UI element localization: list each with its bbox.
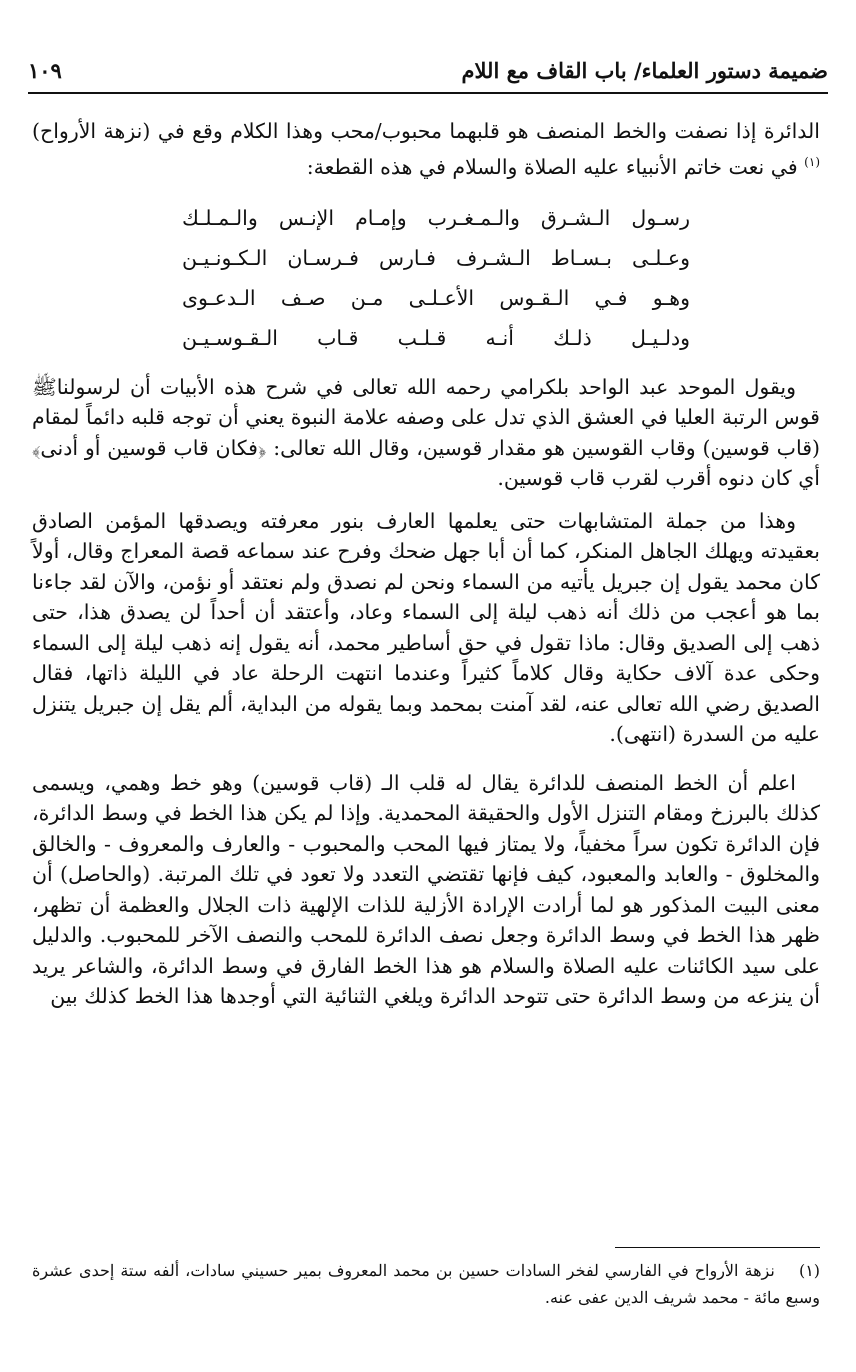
poem-line-3: وهـو فـي الـقـوس الأعـلـى مـن صـف الـدعـوى [182,285,690,310]
paragraph-2: ويقول الموحد عبد الواحد بلكرامي رحمه الله تعالى في شرح هذه الأبيات أن لرسولناﷺ قوس الرتبة العليا في العشق الذي تدل على وصفه علامة النبوة يعني أن توجه قلبه دائماً لمقام (قاب قوسين) وقاب القوسين هو مقدار قوسين، وقال الله تعالى: ﴿فكان قاب قوسين أو أدنى﴾ أي كان دنوه أقرب لقرب قاب قوسين. [32,374,820,491]
poem-line-1: رسـول الـشـرق والـمـغـرب وإمـام الإنـس والـمـلـك [182,205,690,230]
page-number: ١٠٩ [28,58,62,83]
running-header [28,58,828,94]
footnote-text: نزهة الأرواح في الفارسي لفخر السادات حسين بن محمد المعروف بمير حسيني سادات، ألفه ستة إحدى عشرة وسبع مائة - محمد شريف الدين عفى عنه. [32,1261,820,1307]
poem-line-4: ودلـيـل ذلـك أنـه قـلـب قـاب الـقـوسـيـن [182,325,690,350]
footnote-divider [615,1247,820,1248]
footnote-reference: (١) [804,154,820,169]
paragraph-1-text-a: الدائرة إذا نصفت والخط المنصف هو قلبهما محبوب/محب وهذا الكلام وقع في (نزهة الأرواح) [32,119,820,143]
footnote [32,1257,820,1311]
paragraph-1-text-b: في نعت خاتم الأنبياء عليه الصلاة والسلام في هذه القطعة: [306,154,805,179]
paragraph-3: وهذا من جملة المتشابهات حتى يعلمها العارف بنور معرفته ويصدقها المؤمن الصادق بعقيدته ويهلك الجاهل المنكر، كما أن أبا جهل ضحك وفرح عند سماعه قصة المعراج وقال، أولاً كان محمد يقول إن جبريل يأتيه من السماء ونحن لم نصدق ولم نعتقد أو نؤمن، والآن لقد جاءنا بما هو أعجب من ذلك أنه ذهب ليلة إلى السماء وعاد، وأعتقد أن أحداً لن يصدق هذا، حتى ذهب إلى الصديق وقال: ماذا تقول في حق أساطير محمد، أنه يقول إنه ذهب ليلة إلى السماء وحكى عدة آلاف حكاية وقال كلاماً كثيراً وعندما انتهت الرحلة عاد في الليلة ذاتها، فقال الصديق رضي الله تعالى عنه، لقد آمنت بمحمد وبما يقوله من البداية، ألم يقل إن جبريل يتنزل عليه من السدرة (انتهى). [32,508,820,747]
poem-block [32,198,820,358]
main-text [32,116,820,1012]
paragraph-4: اعلم أن الخط المنصف للدائرة يقال له قلب الـ (قاب قوسين) وهو خط وهمي، ويسمى كذلك بالبرزخ ومقام التنزل الأول والحقيقة المحمدية. وإذا لم يكن هذا الخط في وسط الدائرة، فإن الدائرة تكون سراً مخفياً، ولا يمتاز فيها المحب والمحبوب - والعارف والمعروف - والخالق والمخلوق - والعابد والمعبود، كيف فإنها تقتضي التعدد ولا تعود في تلك المرتبة. (والحاصل) أن معنى البيت المذكور هو لما أرادت الإرادة الأزلية للذات الإلهية ذات الجلال والعظمة أن تظهر، ظهر هذا الخط في وسط الدائرة وجعل نصف الدائرة للمحب والنصف الآخر للمحبوب. والدليل على سيد الكائنات عليه الصلاة والسلام هو هذا الخط الفارق في وسط الدائرة، والشاعر يريد أن ينزعه من وسط الدائرة حتى تتوحد الدائرة ويلغي الثنائية التي أوجدها هذا الخط كذلك بين [32,770,820,1009]
poem-line-2: وعـلـى بـسـاط الـشـرف فـارس فـرسـان الـكـونـيـن [182,245,690,270]
chapter-title: ضميمة دستور العلماء/ باب القاف مع اللام [461,58,828,83]
footnote-marker: (١) [798,1261,821,1280]
paragraph-1 [32,116,820,182]
